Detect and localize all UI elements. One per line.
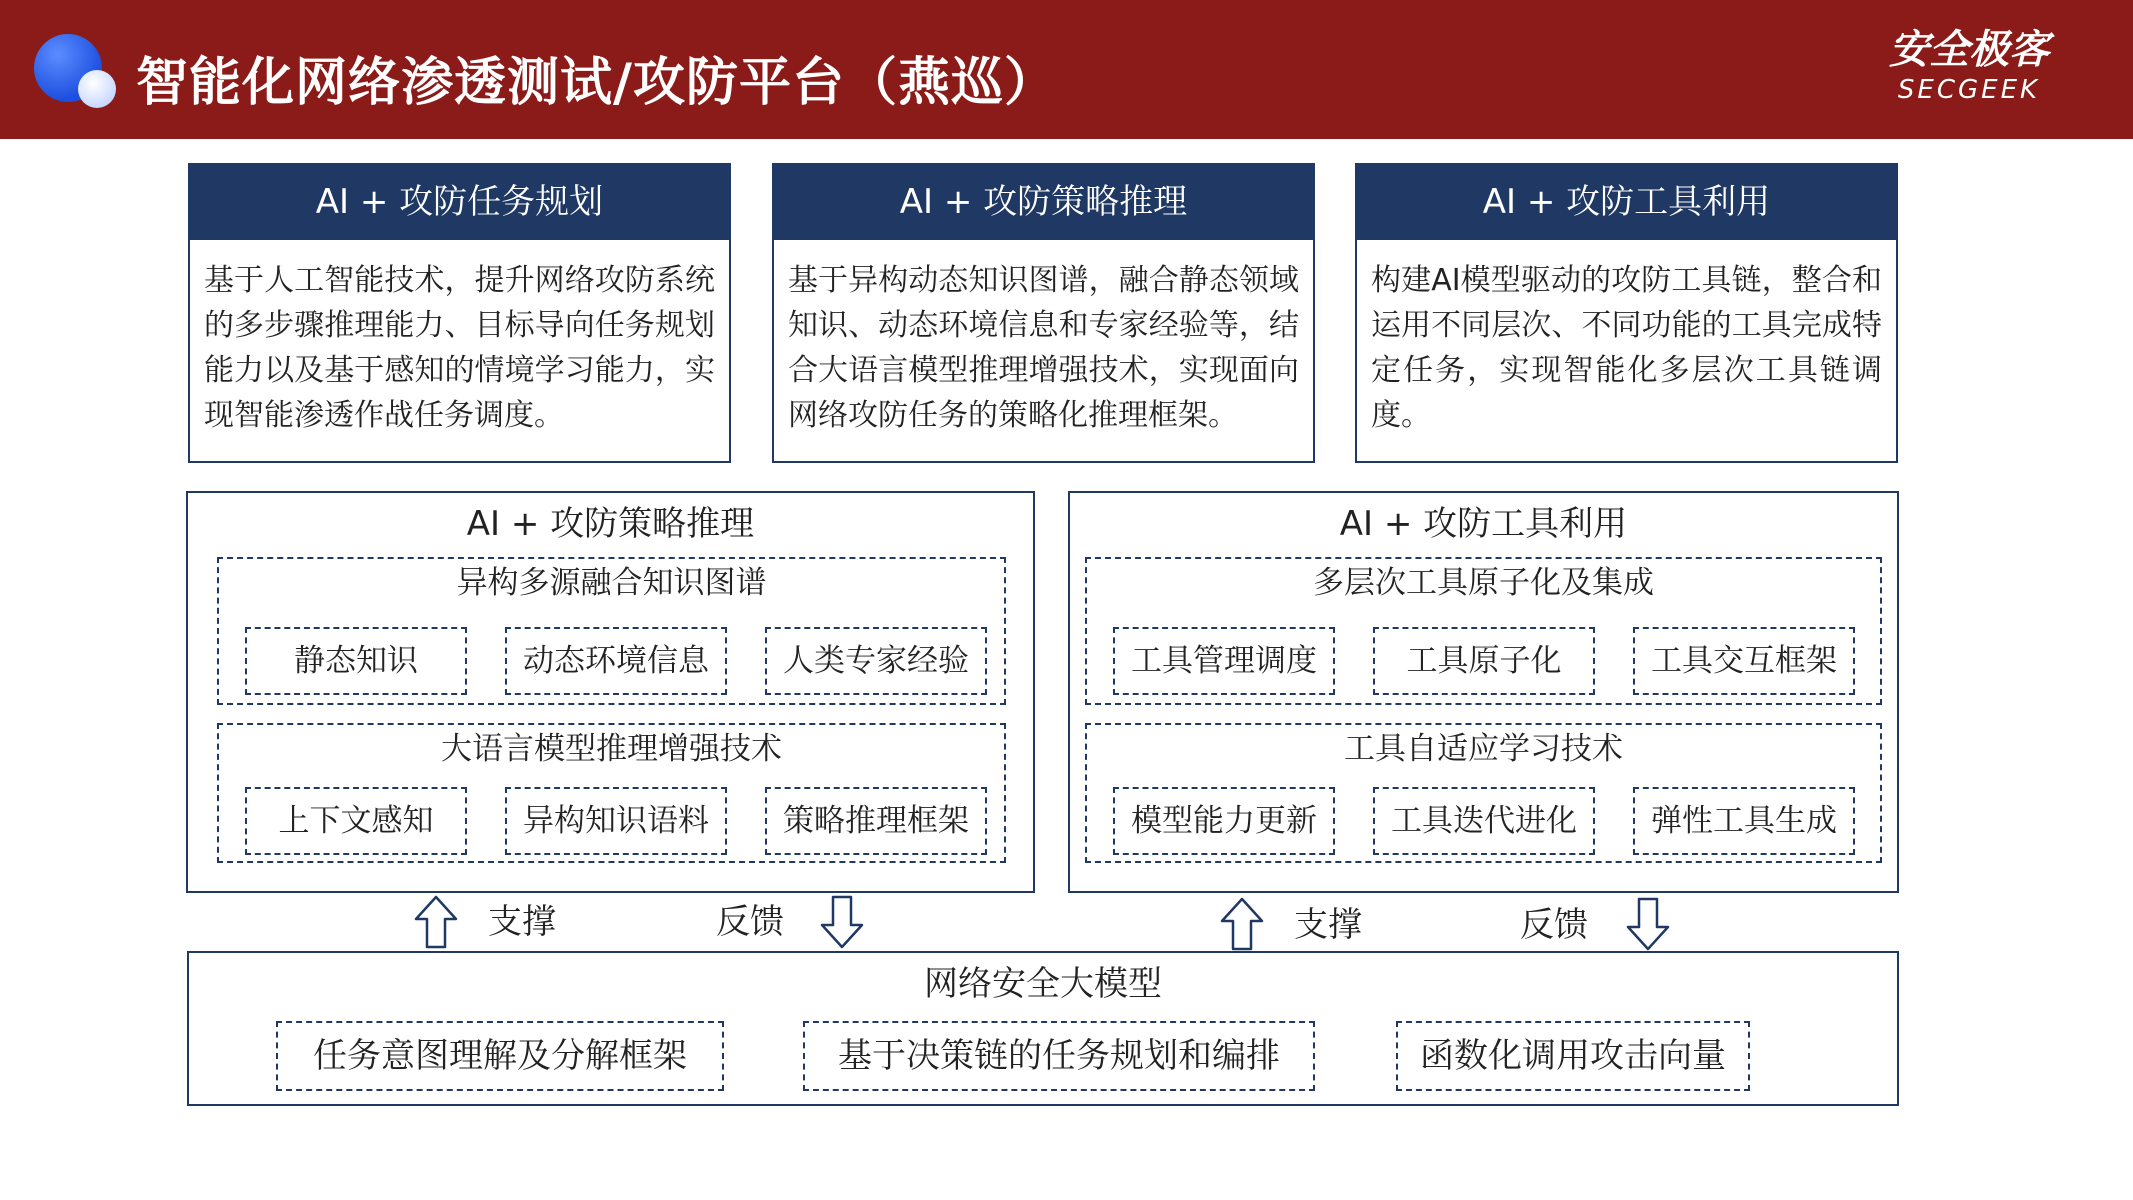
panel-tool-utilization (1068, 491, 1899, 893)
panel-security-llm (187, 951, 1899, 1106)
card-title: AI + 攻防工具利用 (1357, 165, 1896, 240)
card-description: 构建AI模型驱动的攻防工具链，整合和运用不同层次、不同功能的工具完成特定任务，实现智能化多层次工具链调度。 (1371, 263, 1882, 433)
item-decision-chain-planning: 基于决策链的任务规划和编排 (803, 1021, 1315, 1091)
item-strategy-framework: 策略推理框架 (765, 787, 987, 855)
item-tool-atomize: 工具原子化 (1373, 627, 1595, 695)
item-function-call-vectors: 函数化调用攻击向量 (1396, 1021, 1750, 1091)
item-tool-interaction: 工具交互框架 (1633, 627, 1855, 695)
item-tool-evolution: 工具迭代进化 (1373, 787, 1595, 855)
panel-strategy-reasoning (186, 491, 1035, 893)
item-static-knowledge: 静态知识 (245, 627, 467, 695)
white-circle-icon (78, 70, 116, 108)
card-tool-utilization (1355, 163, 1898, 463)
card-description: 基于异构动态知识图谱，融合静态领域知识、动态环境信息和专家经验等，结合大语言模型推理增强技术，实现面向网络攻防任务的策略化推理框架。 (788, 263, 1299, 433)
card-description: 基于人工智能技术，提升网络攻防系统的多步骤推理能力、目标导向任务规划能力以及基于感知的情境学习能力，实现智能渗透作战任务调度。 (204, 263, 715, 433)
arrow-down-icon (1624, 896, 1672, 952)
card-title: AI + 攻防任务规划 (190, 165, 729, 240)
item-elastic-tool: 弹性工具生成 (1633, 787, 1855, 855)
group-tool-atomization (1085, 557, 1882, 705)
panel-title: AI + 攻防策略推理 (466, 504, 755, 544)
group-title: 工具自适应学习技术 (1344, 731, 1623, 767)
logo-text-en: SECGEEK (1897, 75, 2041, 105)
item-heterogeneous-corpus: 异构知识语料 (505, 787, 727, 855)
item-tool-management: 工具管理调度 (1113, 627, 1335, 695)
feedback-label: 反馈 (1520, 905, 1588, 945)
page-title: 智能化网络渗透测试/攻防平台（燕巡） (136, 53, 1057, 113)
group-title: 多层次工具原子化及集成 (1313, 565, 1654, 601)
logo-text-cn: 安全极客 (1889, 26, 2049, 73)
support-label: 支撑 (1294, 905, 1362, 945)
arrow-up-icon (1218, 896, 1266, 952)
header-bar (0, 0, 2133, 139)
group-title: 异构多源融合知识图谱 (456, 565, 767, 601)
panel-title: AI + 攻防工具利用 (1339, 504, 1628, 544)
item-human-expert-experience: 人类专家经验 (765, 627, 987, 695)
card-strategy-reasoning (772, 163, 1315, 463)
panel-title: 网络安全大模型 (924, 964, 1162, 1004)
item-model-update: 模型能力更新 (1113, 787, 1335, 855)
arrow-down-icon (818, 894, 866, 950)
group-llm-reasoning (217, 723, 1006, 863)
item-dynamic-env-info: 动态环境信息 (505, 627, 727, 695)
item-intent-decomposition: 任务意图理解及分解框架 (276, 1021, 724, 1091)
card-task-planning (188, 163, 731, 463)
arrow-up-icon (412, 894, 460, 950)
support-label: 支撑 (488, 902, 556, 942)
item-context-awareness: 上下文感知 (245, 787, 467, 855)
card-title: AI + 攻防策略推理 (774, 165, 1313, 240)
group-knowledge-graph (217, 557, 1006, 705)
feedback-label: 反馈 (716, 902, 784, 942)
group-title: 大语言模型推理增强技术 (441, 731, 782, 767)
group-tool-adaptive (1085, 723, 1882, 863)
secgeek-logo (1884, 26, 2054, 116)
